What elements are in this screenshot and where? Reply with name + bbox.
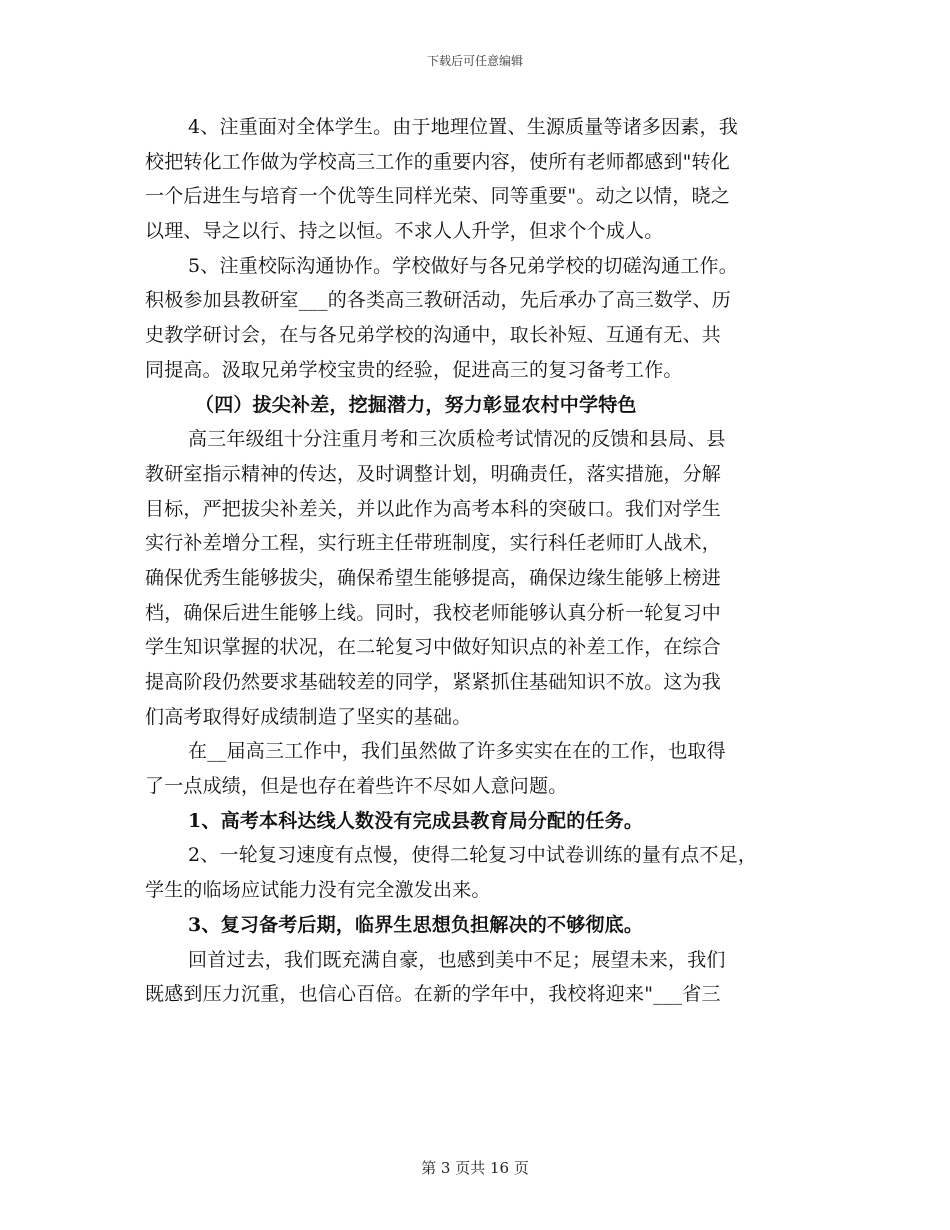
- issue-heading: 1、高考本科达线人数没有完成县教育局分配的任务。: [188, 809, 644, 832]
- paragraph-line: 提高阶段仍然要求基础较差的同学，紧紧抓住基础知识不放。这为我: [145, 671, 722, 693]
- paragraph-line: 以理、导之以行、持之以恒。不求人人升学，但求个个成人。: [145, 220, 664, 243]
- paragraph-line: 5、注重校际沟通协作。学校做好与各兄弟学校的切磋沟通工作。: [188, 254, 738, 277]
- paragraph-line: 档，确保后进生能够上线。同时，我校老师能够认真分析一轮复习中: [145, 601, 722, 624]
- paragraph-line: 高三年级组十分注重月考和三次质检考试情况的反馈和县局、县: [188, 428, 726, 451]
- section-heading: （四）拔尖补差，挖掘潜力，努力彰显农村中学特色: [195, 393, 637, 416]
- paragraph-line: 校把转化工作做为学校高三工作的重要内容，使所有老师都感到"转化: [145, 150, 730, 173]
- paragraph-line: 学生知识掌握的状况，在二轮复习中做好知识点的补差工作，在综合: [145, 636, 722, 659]
- paragraph-line: 们高考取得好成绩制造了坚实的基础。: [145, 705, 472, 728]
- page-footer: 第 3 页共 16 页: [421, 1159, 529, 1177]
- paragraph-line: 确保优秀生能够拔尖，确保希望生能够提高，确保边缘生能够上榜进: [145, 566, 722, 589]
- paragraph-line: 既感到压力沉重，也信心百倍。在新的学年中，我校将迎来"___省三: [145, 983, 721, 1006]
- paragraph-line: 回首过去，我们既充满自豪，也感到美中不足；展望未来，我们: [188, 948, 726, 971]
- paragraph-line: 实行补差增分工程，实行班主任带班制度，实行科任老师盯人战术，: [145, 532, 722, 555]
- paragraph-line: 2、一轮复习速度有点慢，使得二轮复习中试卷训练的量有点不足，: [188, 844, 758, 867]
- paragraph-line: 目标，严把拔尖补差关，并以此作为高考本科的突破口。我们对学生: [145, 497, 722, 520]
- page-header: 下载后可任意编辑: [426, 54, 523, 68]
- paragraph-line: 在__届高三工作中，我们虽然做了许多实实在在的工作，也取得: [188, 740, 726, 763]
- issue-heading: 3、复习备考后期，临界生思想负担解决的不够彻底。: [188, 913, 644, 936]
- document-body: [145, 110, 805, 1012]
- paragraph-line: 学生的临场应试能力没有完全激发出来。: [145, 879, 491, 902]
- paragraph-line: 积极参加县教研室___的各类高三教研活动，先后承办了高三数学、历: [145, 289, 731, 312]
- paragraph-line: 4、注重面对全体学生。由于地理位置、生源质量等诸多因素，我: [188, 116, 738, 138]
- paragraph-line: 史教学研讨会，在与各兄弟学校的沟通中，取长补短、互通有无、共: [145, 324, 722, 347]
- paragraph-line: 教研室指示精神的传达，及时调整计划，明确责任，落实措施，分解: [145, 462, 722, 485]
- paragraph-line: 一个后进生与培育一个优等生同样光荣、同等重要"。动之以情，晓之: [145, 185, 730, 208]
- paragraph-line: 同提高。汲取兄弟学校宝贵的经验，促进高三的复习备考工作。: [145, 358, 683, 381]
- paragraph-line: 了一点成绩，但是也存在着些许不尽如人意问题。: [145, 775, 568, 798]
